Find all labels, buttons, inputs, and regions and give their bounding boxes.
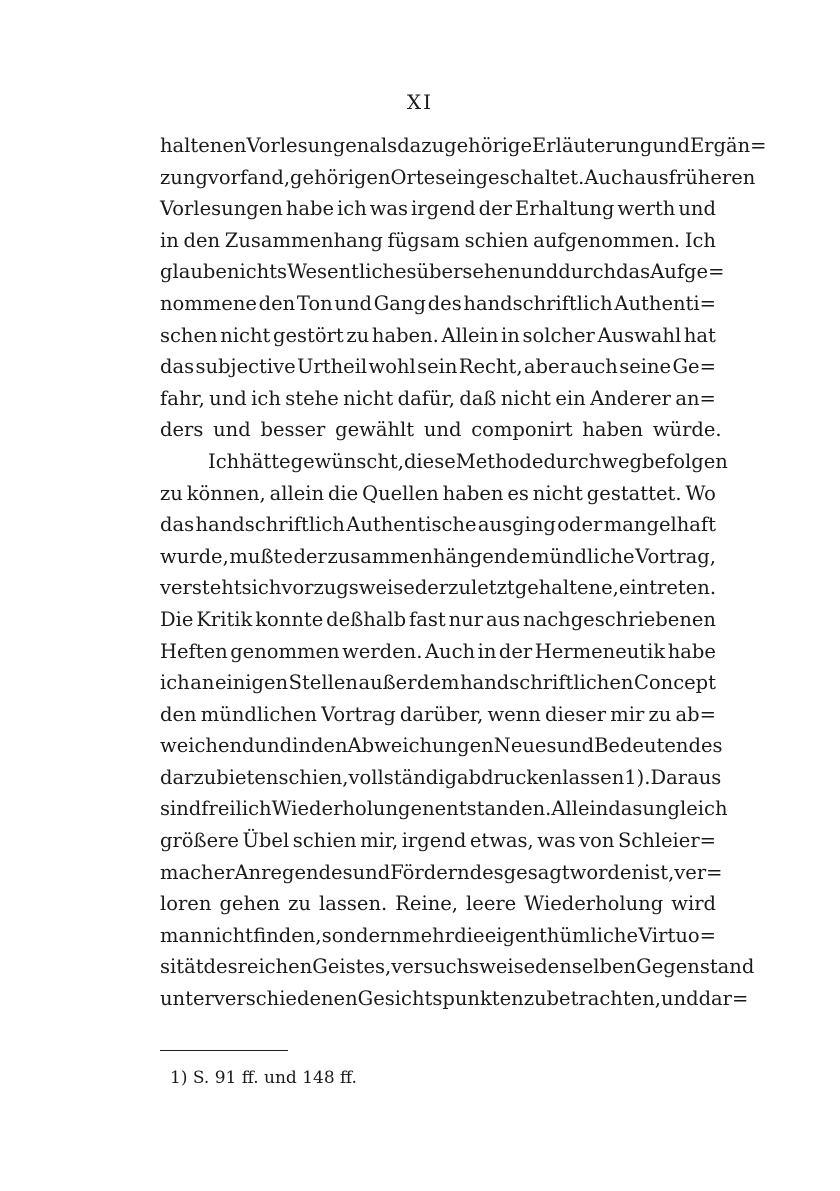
body-text: [160, 130, 767, 1015]
text-line: fahr, und ich stehe nicht dafür, daß nicht ein Anderer an=: [160, 386, 716, 410]
footnote: [170, 1068, 357, 1088]
text-line: nommene den Ton und Gang des handschriftlich Authenti=: [160, 291, 716, 315]
page-number: XI: [406, 90, 434, 114]
text-line: wurde, mußte der zusammenhängende mündliche Vortrag,: [160, 544, 716, 568]
text-line: Heften genommen werden. Auch in der Hermeneutik habe: [160, 639, 716, 663]
text-line: Vorlesungen habe ich was irgend der Erhaltung werth und: [160, 197, 716, 221]
text-line: ich an einigen Stellen außer dem handschriftlichen Concept: [160, 671, 716, 695]
text-line: größere Übel schien mir, irgend etwas, was von Schleier=: [160, 829, 716, 853]
text-line: schen nicht gestört zu haben. Allein in solcher Auswahl hat: [160, 323, 716, 347]
text-line: macher Anregendes und Förderndes gesagt worden ist, ver=: [160, 860, 723, 884]
text-line: in den Zusammenhang fügsam schien aufgenommen. Ich: [160, 228, 716, 252]
footnote-marker: 1): [170, 1068, 188, 1088]
text-line: versteht sich vorzugsweise der zuletztgehaltene, eintreten.: [160, 576, 717, 600]
text-line: sind freilich Wiederholungen entstanden. Allein das ungleich: [160, 797, 728, 821]
text-line: unter verschiedenen Gesichtspunkten zu betrachten, und dar=: [160, 987, 749, 1011]
footnote-rule: [160, 1050, 288, 1051]
text-line: sität des reichen Geistes, versuchsweise denselben Gegenstand: [160, 955, 755, 979]
text-line: haltenen Vorlesungen als dazu gehörige Erläuterung und Ergän=: [160, 134, 767, 157]
text-line: das handschriftlich Authentische ausging oder mangelhaft: [160, 513, 716, 537]
text-line: darzubieten schien, vollständig abdrucken lassen 1). Daraus: [160, 765, 722, 789]
text-line: Die Kritik konnte deßhalb fast nur aus nachgeschriebenen: [160, 607, 716, 631]
text-line: ders und besser gewählt und componirt haben würde.: [160, 418, 722, 442]
text-line: zung vorfand, gehörigen Ortes eingeschaltet. Auch aus früheren: [160, 165, 756, 189]
text-line: Ich hätte gewünscht, diese Methode durchweg befolgen: [208, 449, 728, 473]
footnote-text: S. 91 ff. und 148 ff.: [192, 1068, 357, 1088]
text-line: das subjective Urtheil wohl sein Recht, aber auch seine Ge=: [160, 355, 716, 379]
text-line: weichend und in den Abweichungen Neues und Bedeutendes: [160, 734, 723, 758]
text-line: den mündlichen Vortrag darüber, wenn dieser mir zu ab=: [160, 702, 716, 726]
text-line: zu können, allein die Quellen haben es nicht gestattet. Wo: [160, 481, 716, 505]
text-line: man nicht finden, sondern mehr die eigenthümliche Virtuo=: [160, 923, 716, 947]
text-line: glaube nichts Wesentliches übersehen und durch das Aufge=: [160, 260, 725, 284]
text-line: loren gehen zu lassen. Reine, leere Wiederholung wird: [160, 892, 716, 916]
